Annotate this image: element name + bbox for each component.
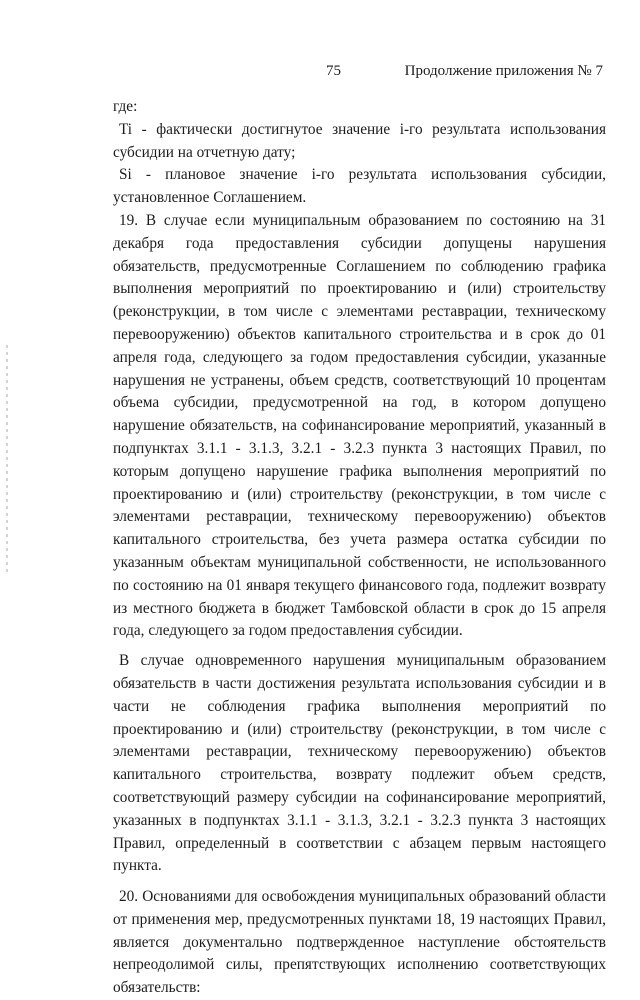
page-header — [0, 63, 640, 85]
page-number: 75 — [326, 63, 341, 79]
paragraph-item-20: 20. Основаниями для освобождения муниципальных образований области от применения мер, предусмотренных пунктами 18, 19 настоящих Правил, является документально подтвержденное наступление обстоятельств непреодолимой силы, препятствующих исполнению соответствующих обязательств: — [113, 888, 606, 997]
paragraph-item-19: 19. В случае если муниципальным образованием по состоянию на 31 декабря года предоставления субсидии допущены нарушения обязательств, предусмотренные Соглашением по соблюдению графика выполнения мероприятий по проектированию и (или) строительству (реконструкции, в том числе с элементами реставрации, техническому перевооружению) объектов капитального строительства и в срок до 01 апреля года, следующего за годом предоставления субсидии, указанные нарушения не устранены, объем средств, соответствующий 10 процентам объема субсидии, предусмотренной на год, в котором допущено нарушение обязательств, на софинансирование мероприятий, указанный в подпунктах 3.1.1 - 3.1.3, 3.2.1 - 3.2.3 пункта 3 настоящих Правил, по которым допущено нарушение графика выполнения мероприятий по проектированию и (или) строительству (реконструкции, в том числе с элементами реставрации, техническому перевооружению) объектов капитального строительства, без учета размера остатка субсидии по указанным объектам муниципальной собственности, не использованного по состоянию на 01 января текущего финансового года, подлежит возврату из местного бюджета в бюджет Тамбовской области в срок до 15 апреля года, следующего за годом предоставления субсидии. — [113, 211, 606, 640]
appendix-continuation-title: Продолжение приложения № 7 — [404, 63, 603, 79]
paragraph-si-definition: Si - плановое значение i-го результата использования субсидии, установленное Соглашением. — [113, 166, 606, 207]
paragraph-ti-definition: Ti - фактически достигнутое значение i-го результата использования субсидии на отчетную дату; — [113, 120, 606, 161]
document-body — [113, 96, 606, 1000]
scan-margin-mark — [6, 345, 8, 575]
paragraph-where: где: — [113, 98, 138, 115]
paragraph-item-19-continued: В случае одновременного нарушения муниципальным образованием обязательств в части достижения результата использования субсидии и в части не соблюдения графика выполнения мероприятий по проектированию и (или) строительству (реконструкции, в том числе с элементами реставрации, техническому перевооружению) объектов капитального строительства, возврату подлежит объем средств, соответствующий размеру субсидии на софинансирование мероприятий, указанных в подпунктах 3.1.1 - 3.1.3, 3.2.1 - 3.2.3 пункта 3 настоящих Правил, определенный в соответствии с абзацем первым настоящего пункта. — [113, 652, 606, 875]
